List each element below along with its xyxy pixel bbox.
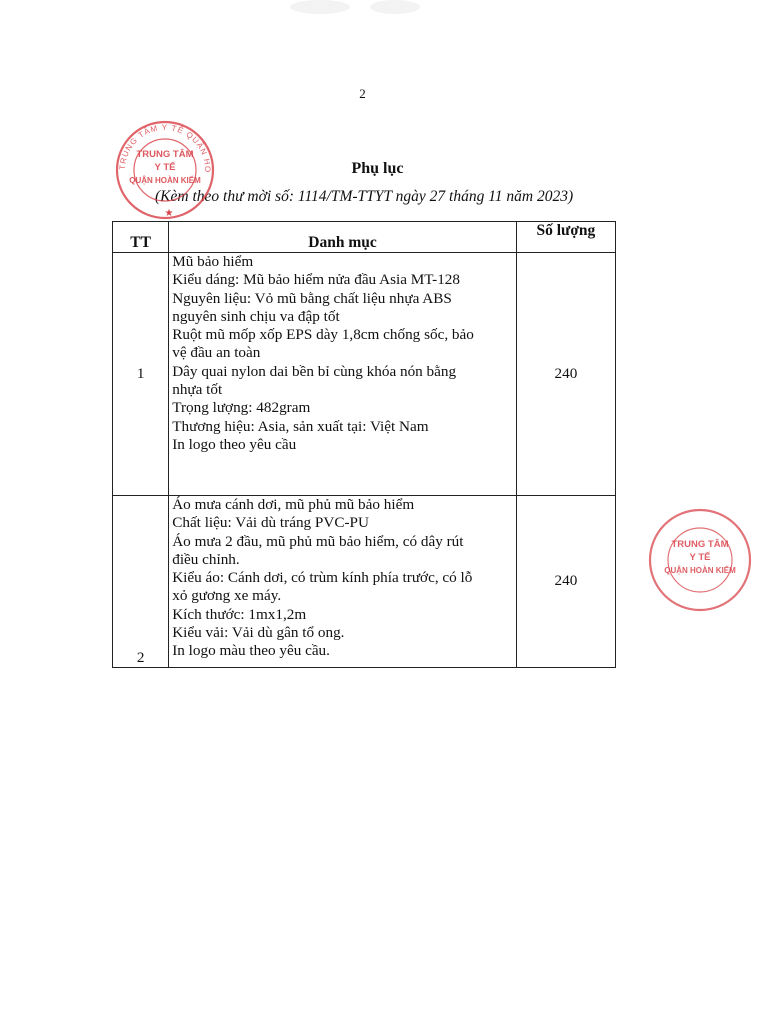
quantity: 240 xyxy=(516,496,615,668)
item-line: Trọng lượng: 482gram xyxy=(172,399,311,417)
stamp-center-line: Y TẾ xyxy=(689,552,711,563)
item-line: In logo theo yêu cầu xyxy=(172,435,297,453)
item-line: nguyên sinh chịu va đập tốt xyxy=(172,307,340,325)
item-line: Dây quai nylon dai bền bỉ cùng khóa nón bằng xyxy=(172,362,457,380)
item-line: nhựa tốt xyxy=(172,381,223,399)
header-name: Danh mục xyxy=(169,222,517,253)
row-number: 1 xyxy=(113,253,169,496)
item-line: Thương hiệu: Asia, sản xuất tại: Việt Nam xyxy=(172,417,429,435)
item-line: Kiểu dáng: Mũ bảo hiểm nửa đầu Asia MT-128 xyxy=(172,271,460,289)
star-icon: ★ xyxy=(164,208,174,219)
page-title: Phụ lục xyxy=(351,160,404,177)
quantity: 240 xyxy=(516,253,615,496)
item-line: Kiểu áo: Cánh dơi, có trùm kính phía trước, có lỗ xyxy=(172,569,473,587)
item-description xyxy=(169,253,517,496)
row-number: 2 xyxy=(113,496,169,668)
table-row xyxy=(113,253,616,496)
stamp-center-line: Y TẾ xyxy=(154,162,176,173)
item-line: Nguyên liệu: Vỏ mũ bằng chất liệu nhựa ABS xyxy=(172,289,452,307)
partial-stamp xyxy=(640,495,736,625)
stamp-center-line: QUẬN HOÀN KIẾM xyxy=(664,566,736,575)
item-description xyxy=(169,496,517,668)
header-qty: Số lượng xyxy=(516,222,615,253)
stamp-center-line: QUẬN HOÀN KIẾM xyxy=(129,176,201,185)
annex-table xyxy=(112,221,616,668)
header-tt: TT xyxy=(113,222,169,253)
stamp-seal-icon xyxy=(103,112,223,222)
item-line: Ruột mũ mốp xốp EPS dày 1,8cm chống sốc, bảo xyxy=(172,326,474,344)
item-line: Kích thước: 1mx1,2m xyxy=(172,605,307,623)
item-line: In logo màu theo yêu cầu. xyxy=(172,642,330,660)
scan-smudge xyxy=(370,0,420,14)
stamp-seal-icon xyxy=(640,495,760,625)
page-subtitle: (Kèm theo thư mời số: 1114/TM-TTYT ngày 27 tháng 11 năm 2023) xyxy=(155,188,574,205)
item-line: Mũ bảo hiểm xyxy=(172,253,254,270)
scan-smudge xyxy=(290,0,350,14)
item-line: vệ đầu an toàn xyxy=(172,344,261,362)
official-stamp xyxy=(103,112,223,222)
item-line: điều chỉnh. xyxy=(172,550,240,568)
item-line: xỏ gương xe máy. xyxy=(172,587,282,605)
table-row xyxy=(113,496,616,668)
table-header-row xyxy=(113,222,616,253)
item-line: Áo mưa cánh dơi, mũ phủ mũ bảo hiểm xyxy=(172,496,415,513)
page-number: 2 xyxy=(359,86,366,101)
stamp-ring-text: TRUNG TÂM Y TẾ QUẬN HO xyxy=(117,122,213,174)
stamp-center-line: TRUNG TÂM xyxy=(671,539,729,550)
item-line: Áo mưa 2 đầu, mũ phủ mũ bảo hiểm, có dây rút xyxy=(172,532,464,550)
item-line: Kiểu vải: Vải dù gân tổ ong. xyxy=(172,624,345,642)
item-line: Chất liệu: Vải dù tráng PVC-PU xyxy=(172,514,369,532)
stamp-center-line: TRUNG TÂM xyxy=(136,149,194,160)
